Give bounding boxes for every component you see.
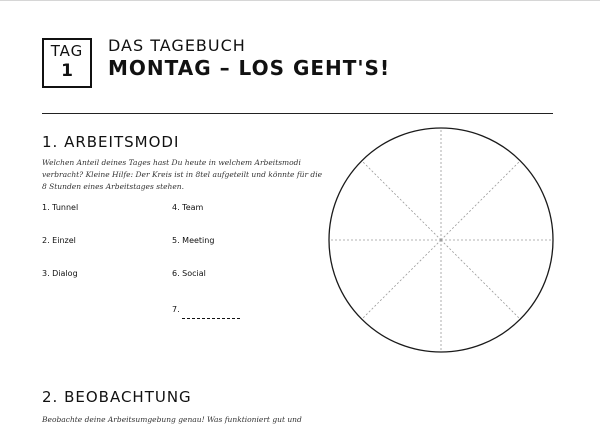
section-heading-beobachtung: 2. BEOBACHTUNG [42,388,192,406]
pie-segment-divider [362,240,441,319]
mode-item-custom-label: 7. [172,305,180,314]
journal-subtitle: DAS TAGEBUCH [108,36,246,55]
mode-item-social: 6. Social [172,269,206,278]
mode-item-team: 4. Team [172,203,204,212]
intro-line: 8 Stunden eines Arbeitstages stehen. [42,182,185,191]
pie-segment-divider [441,240,520,319]
mode-item-dialog: 3. Dialog [42,269,78,278]
day-badge-number: 1 [61,61,73,81]
section-intro-beobachtung: Beobachte deine Arbeitsumgebung genau! Was funktioniert gut und [42,415,302,424]
mode-item-tunnel: 1. Tunnel [42,203,79,212]
day-badge-word: TAG [50,42,84,60]
pie-segment-divider [362,161,441,240]
section-heading-arbeitsmodi: 1. ARBEITSMODI [42,133,180,151]
pie-segment-divider [441,161,520,240]
intro-line: verbracht? Kleine Hilfe: Der Kreis ist in 8tel aufgeteilt und könnte für die [42,170,323,179]
intro-line: Welchen Anteil deines Tages hast Du heute in welchem Arbeitsmodi [42,158,301,167]
page-title: MONTAG – LOS GEHT'S! [108,56,391,80]
mode-item-meeting: 5. Meeting [172,236,215,245]
mode-item-einzel: 2. Einzel [42,236,76,245]
pie-guides [329,128,553,352]
